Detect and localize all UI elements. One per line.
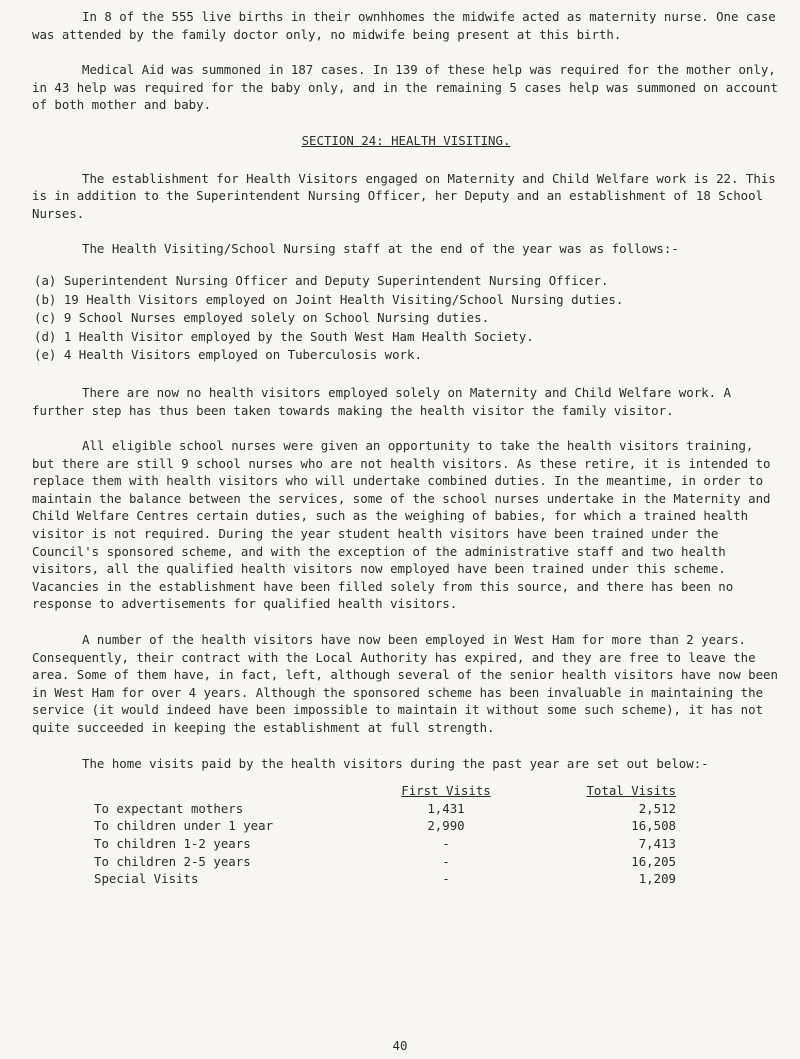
staff-list	[34, 272, 780, 364]
table-row	[32, 853, 708, 871]
paragraph-staff-intro: The Health Visiting/School Nursing staff at the end of the year was as follows:-	[82, 241, 679, 257]
table-cell: -	[442, 853, 450, 869]
table-cell: 1,209	[638, 871, 676, 887]
table-cell: To children 1-2 years	[94, 835, 251, 851]
table-row	[32, 800, 708, 818]
list-item: (a) Superintendent Nursing Officer and Deputy Superintendent Nursing Officer.	[34, 272, 609, 288]
list-item: (d) 1 Health Visitor employed by the South West Ham Health Society.	[34, 328, 534, 344]
table-cell: 1,431	[427, 800, 465, 816]
paragraph-family-visitor: There are now no health visitors employed solely on Maternity and Child Welfare work. A further step has thus been taken towards making the health visitor the family visitor.	[32, 384, 732, 418]
table-cell: 16,205	[631, 853, 676, 869]
section-heading: SECTION 24: HEALTH VISITING.	[301, 132, 511, 148]
table-cell: To expectant mothers	[94, 800, 244, 816]
table-header: First Visits	[401, 783, 491, 799]
table-cell: To children under 1 year	[94, 818, 274, 834]
paragraph-medical-aid: Medical Aid was summoned in 187 cases. In 139 of these help was required for the mother only, in 43 help was required for the baby only, and in the remaining 5 cases help was summoned on account of both mother and baby.	[32, 62, 778, 113]
paragraph-home-visits: The home visits paid by the health visitors during the past year are set out below:-	[82, 755, 709, 771]
table-row	[32, 835, 708, 853]
page-number: 40	[392, 1038, 408, 1053]
paragraph-contracts: A number of the health visitors have now been employed in West Ham for more than 2 years. Consequently, their contract with the Local Authority has expired, and they are free to leave the area. Some of them have, in fact, left, although several of the senior health visitors have now been in West Ham for over 4 years. Although the sponsored scheme has been invaluable in maintaining the service (it would indeed have been impossible to maintain it without some such scheme), it has not quite succeeded in keeping the establishment at full strength.	[32, 632, 778, 735]
paragraph-establishment: The establishment for Health Visitors engaged on Maternity and Child Welfare work is 22. This is in addition to the Superintendent Nursing Officer, her Deputy and an establishment of 18 School Nurses.	[32, 170, 776, 221]
table-header: Total Visits	[586, 783, 676, 799]
visits-table	[32, 782, 708, 888]
list-item: (b) 19 Health Visitors employed on Joint Health Visiting/School Nursing duties.	[34, 291, 624, 307]
table-cell: 2,990	[427, 818, 465, 834]
table-cell: Special Visits	[94, 871, 199, 887]
table-cell: -	[442, 871, 450, 887]
table-row	[32, 870, 708, 888]
table-row	[32, 817, 708, 835]
table-header	[32, 782, 386, 800]
table-cell: 2,512	[638, 800, 676, 816]
table-cell: To children 2-5 years	[94, 853, 251, 869]
paragraph-midwife: In 8 of the 555 live births in their ownhhomes the midwife acted as maternity nurse. One case was attended by the family doctor only, no midwife being present at this birth.	[32, 9, 776, 42]
table-cell: -	[442, 835, 450, 851]
table-cell: 16,508	[631, 818, 676, 834]
paragraph-school-nurses: All eligible school nurses were given an opportunity to take the health visitors training, but there are still 9 school nurses who are not health visitors. As these retire, it is intended to replace them with health visitors who will undertake combined duties. In the meantime, in order to maintain the balance between the services, some of the school nurses undertake in the Maternity and Child Welfare Centres certain duties, such as the weighing of babies, for which a trained health visitor is not required. During the year student health visitors have been trained under the Council's sponsored scheme, and with the exception of the administrative staff and two health visitors, all the qualified health visitors now employed have been trained under this scheme. Vacancies in the establishment have been filled solely from this source, and there has been no response to advertisements for qualified health visitors.	[32, 438, 771, 612]
document-page	[32, 8, 780, 888]
list-item: (e) 4 Health Visitors employed on Tuberculosis work.	[34, 347, 422, 363]
table-header-row	[32, 782, 708, 800]
table-cell: 7,413	[638, 835, 676, 851]
list-item: (c) 9 School Nurses employed solely on School Nursing duties.	[34, 310, 490, 326]
